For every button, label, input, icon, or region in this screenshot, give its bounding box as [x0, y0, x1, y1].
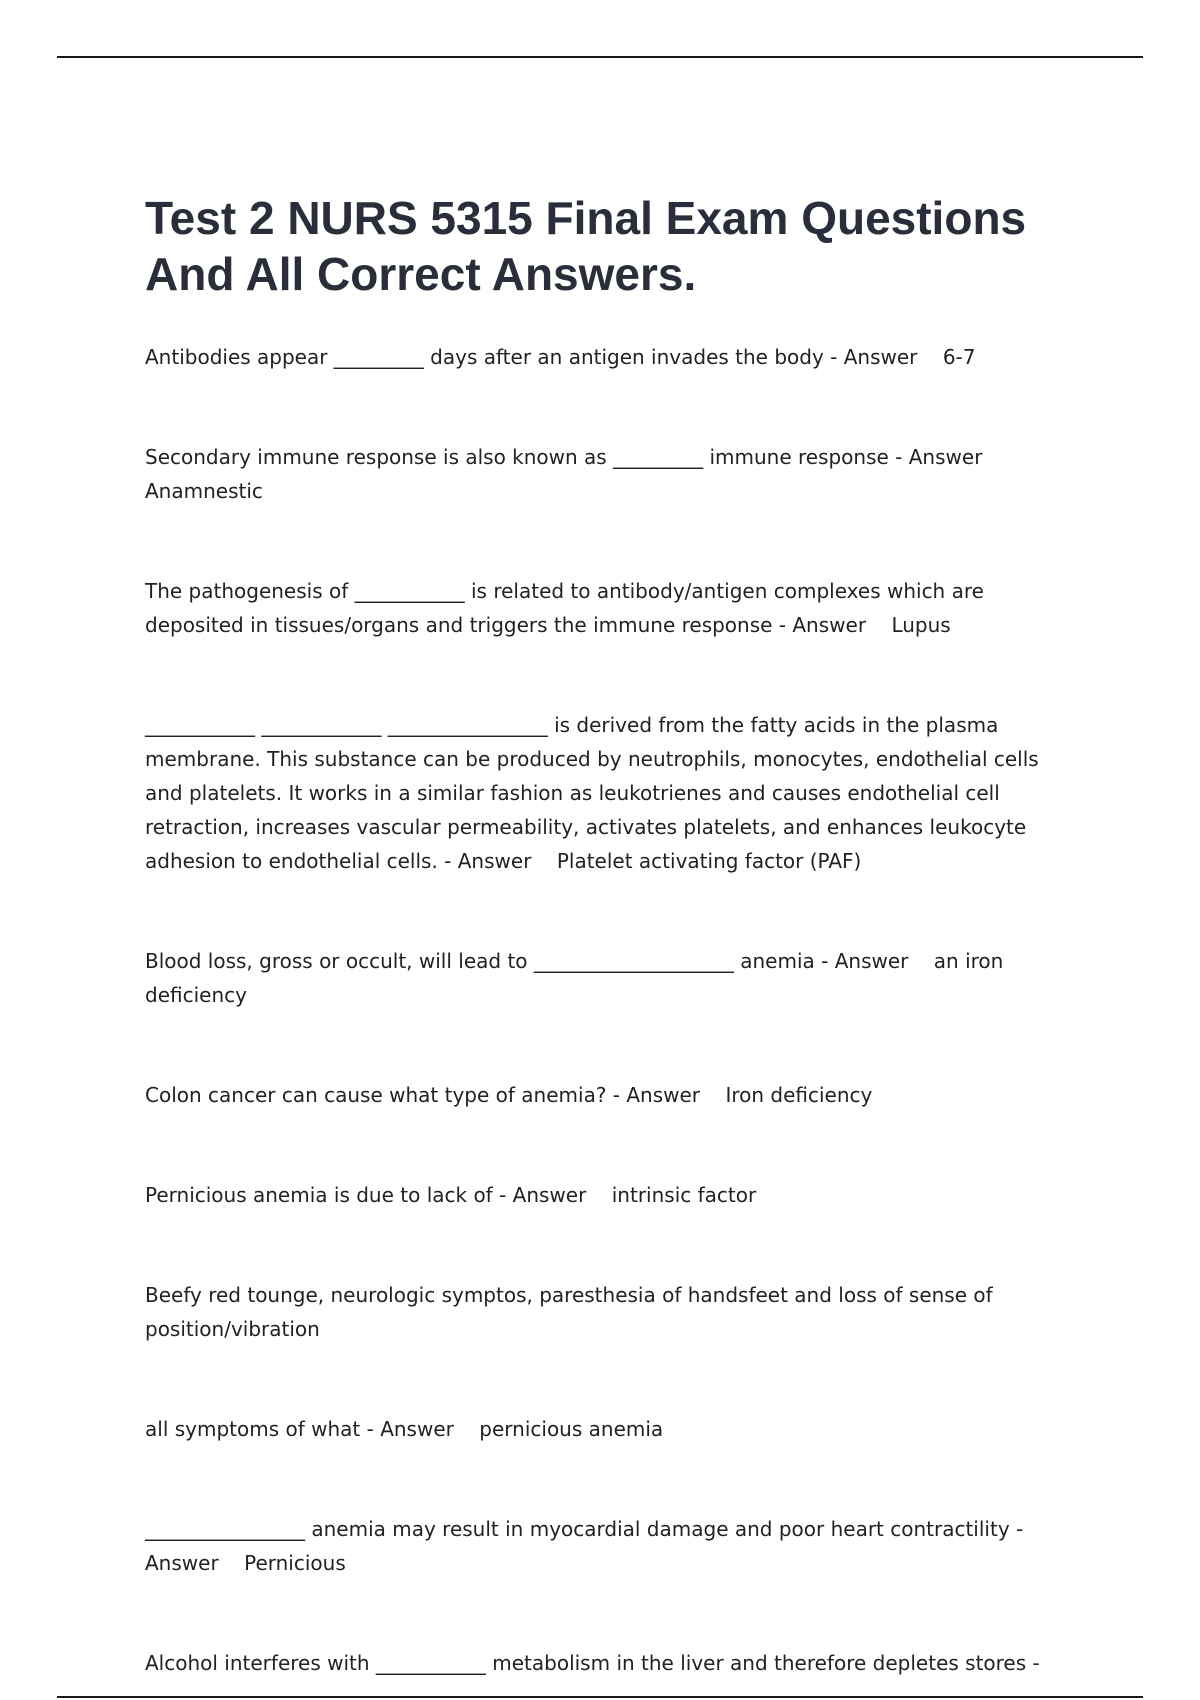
- question-item: ___________ ____________ ________________ is derived from the fatty acids in the plasma membrane. This substance can be produced by neutrophils, monocytes, endothelial cells and platelets. It works in a similar fashion as leukotrienes and causes endothelial cell retraction, increases vascular permeability, activates platelets, and enhances leukocyte adhesion to endothelial cells. - Answer Platelet activating factor (PAF): [145, 713, 1046, 873]
- question-item: Antibodies appear _________ days after an antigen invades the body - Answer 6-7: [145, 345, 976, 369]
- question-item: Colon cancer can cause what type of anemia? - Answer Iron deficiency: [145, 1083, 873, 1107]
- bottom-rule: [57, 1696, 1143, 1698]
- question-list: [145, 340, 1075, 1680]
- top-rule: [57, 56, 1143, 58]
- question-item: Pernicious anemia is due to lack of - Answer intrinsic factor: [145, 1183, 757, 1207]
- question-item: Blood loss, gross or occult, will lead to ____________________ anemia - Answer an iron deficiency: [145, 949, 1010, 1007]
- question-item: Alcohol interferes with ___________ metabolism in the liver and therefore depletes stores -: [145, 1651, 1040, 1675]
- question-item: The pathogenesis of ___________ is related to antibody/antigen complexes which are deposited in tissues/organs and triggers the immune response - Answer Lupus: [145, 579, 991, 637]
- question-item: ________________ anemia may result in myocardial damage and poor heart contractility - Answer Pernicious: [145, 1517, 1030, 1575]
- question-item: all symptoms of what - Answer pernicious anemia: [145, 1417, 664, 1441]
- question-item: Beefy red tounge, neurologic symptos, paresthesia of handsfeet and loss of sense of position/vibration: [145, 1283, 1000, 1341]
- document-title: Test 2 NURS 5315 Final Exam Questions And All Correct Answers.: [145, 192, 1027, 300]
- document-body: [145, 190, 1075, 1680]
- question-item: Secondary immune response is also known as _________ immune response - Answer Anamnestic: [145, 445, 989, 503]
